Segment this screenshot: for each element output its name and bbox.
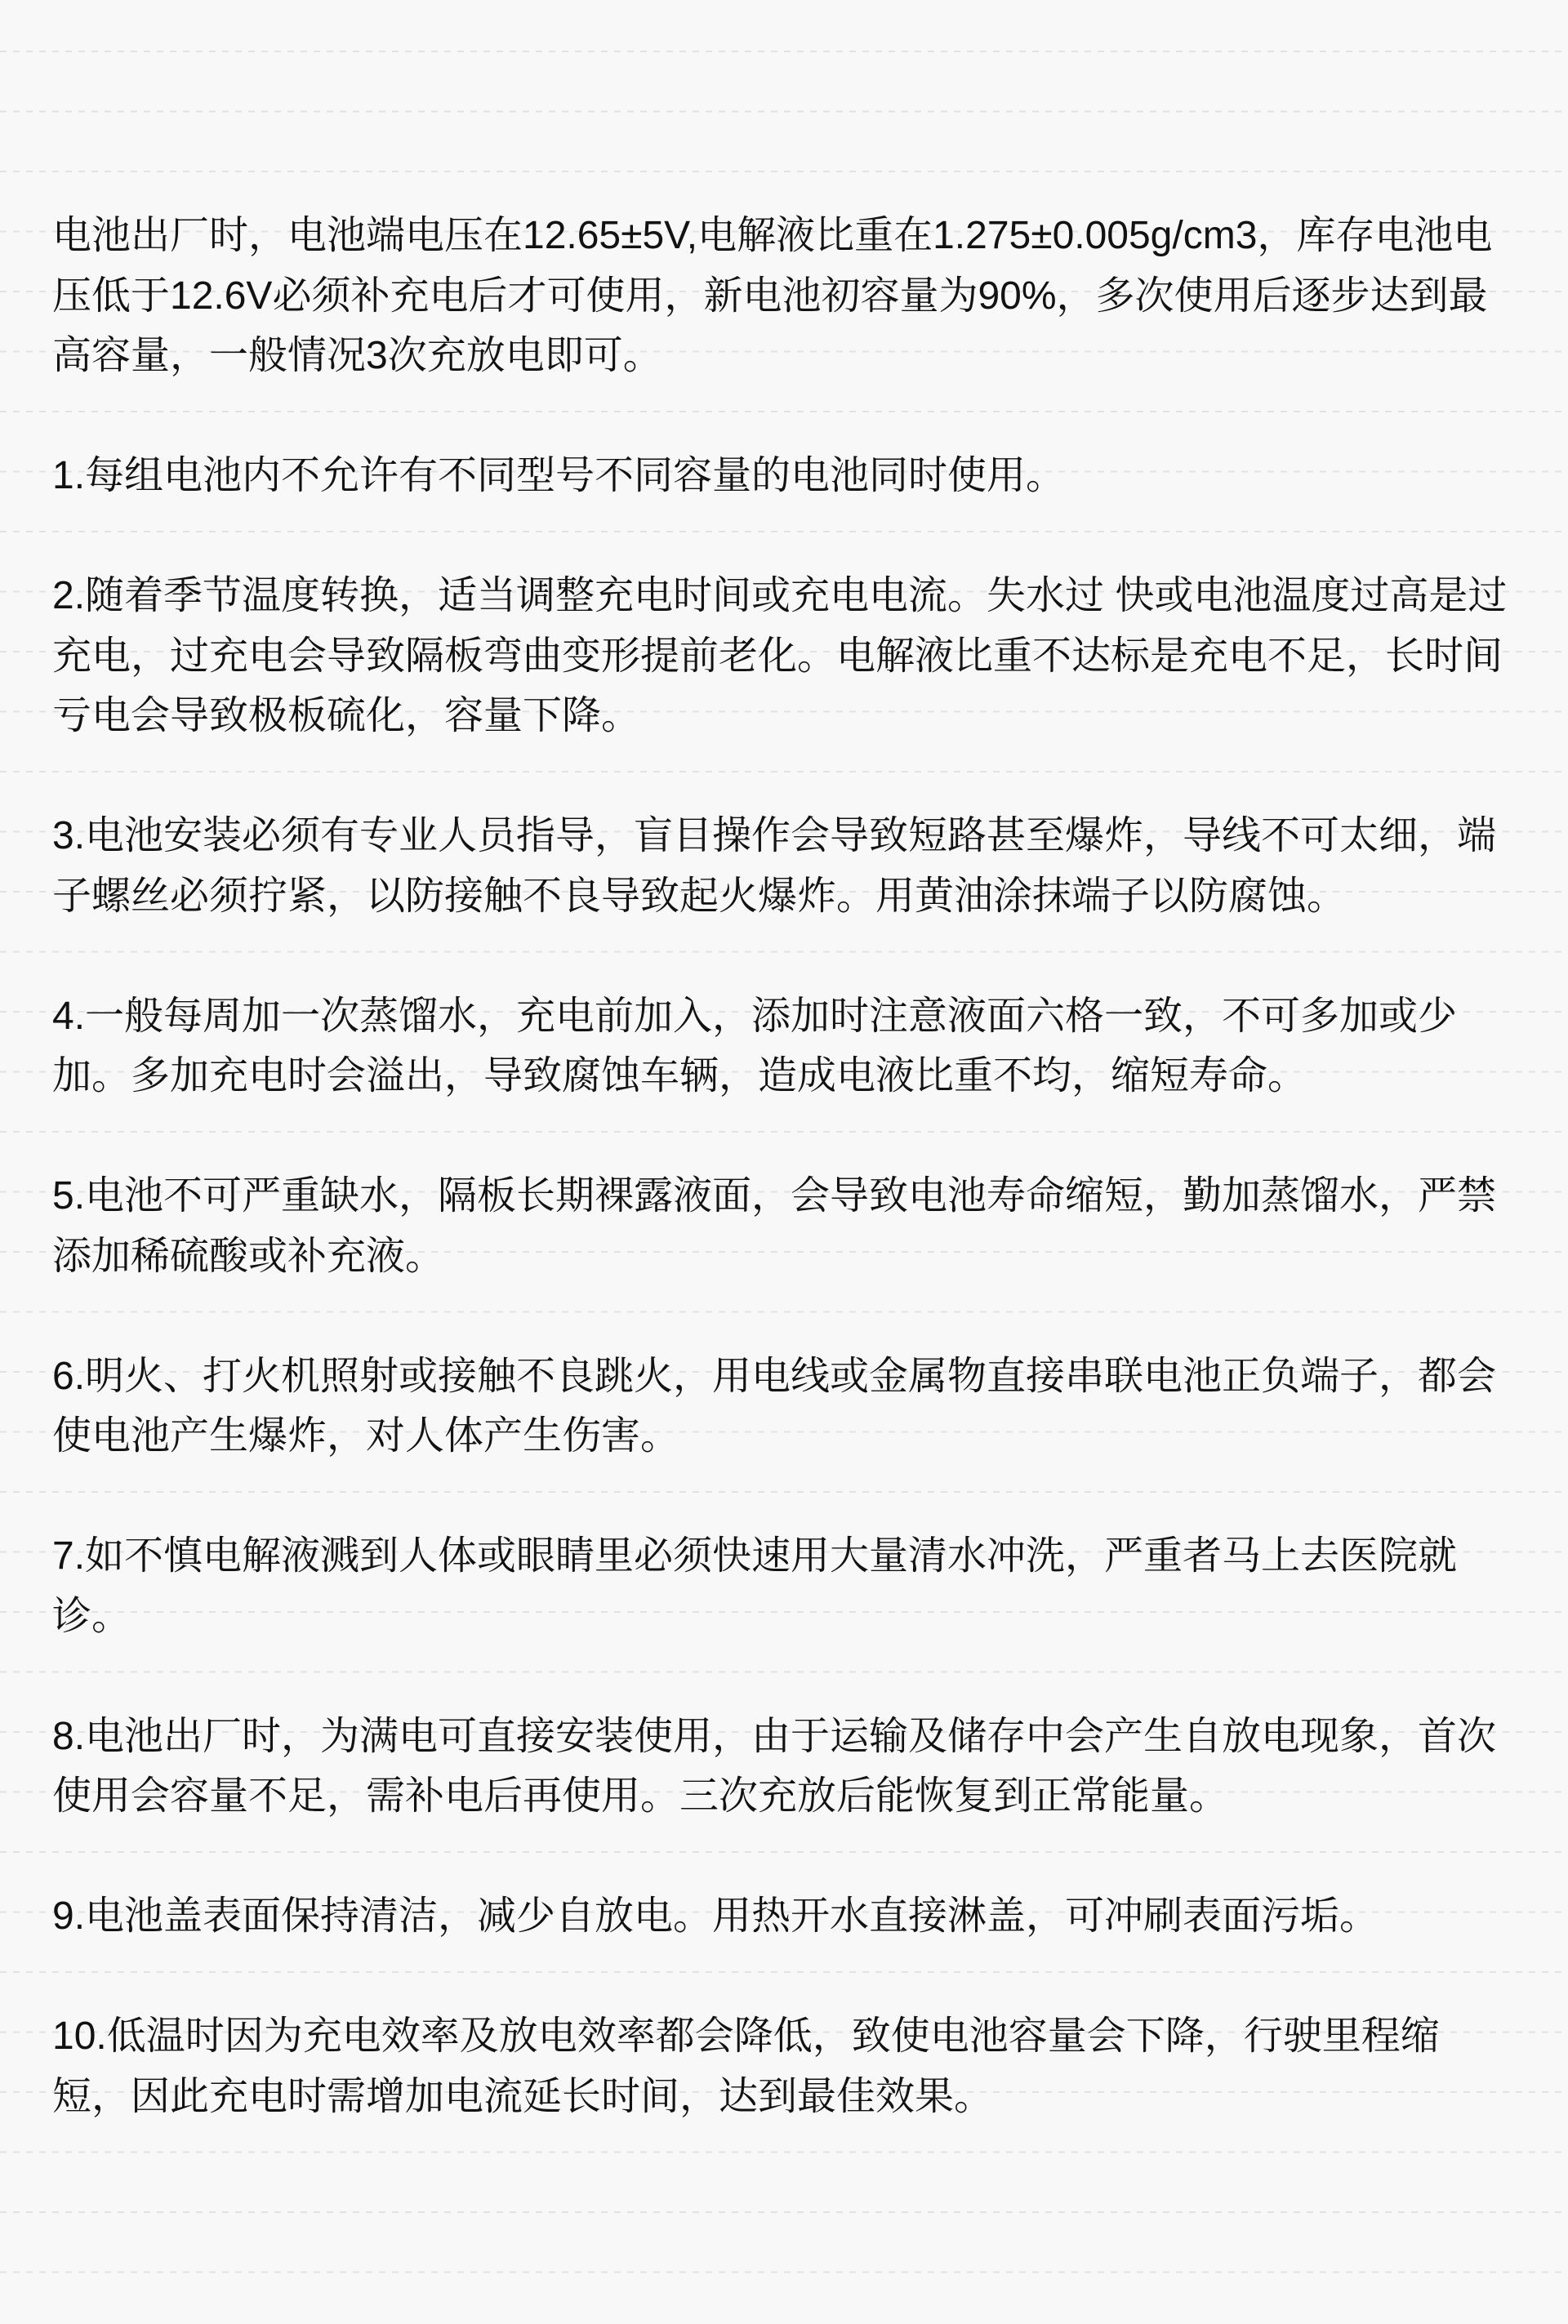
instruction-item-2: 2.随着季节温度转换，适当调整充电时间或充电电流。失水过 快或电池温度过高是过充电，过充电会导致隔板弯曲变形提前老化。电解液比重不达标是充电不足，长时间亏电会导致极板硫化，容量下降。 — [52, 574, 1508, 737]
instruction-item-10: 10.低温时因为充电效率及放电效率都会降低，致使电池容量会下降，行驶里程缩短，因此充电时需增加电流延长时间，达到最佳效果。 — [52, 2015, 1440, 2118]
instruction-item-7: 7.如不慎电解液溅到人体或眼睛里必须快速用大量清水冲洗，严重者马上去医院就诊。 — [52, 1534, 1458, 1638]
instruction-item-6: 6.明火、打火机照射或接触不良跳火，用电线或金属物直接串联电池正负端子，都会使电池产生爆炸，对人体产生伤害。 — [52, 1354, 1497, 1458]
instruction-item-3: 3.电池安装必须有专业人员指导，盲目操作会导致短路甚至爆炸，导线不可太细，端子螺丝必须拧紧，以防接触不良导致起火爆炸。用黄油涂抹端子以防腐蚀。 — [52, 814, 1497, 918]
intro-paragraph: 电池出厂时，电池端电压在12.65±5V,电解液比重在1.275±0.005g/cm3，库存电池电压低于12.6V必须补充电后才可使用，新电池初容量为90%，多次使用后逐步达到最高容量，一般情况3次充放电即可。 — [52, 214, 1493, 377]
instruction-item-1: 1.每组电池内不允许有不同型号不同容量的电池同时使用。 — [52, 454, 1066, 497]
instruction-item-9: 9.电池盖表面保持清洁，减少自放电。用热开水直接淋盖，可冲刷表面污垢。 — [52, 1894, 1379, 1938]
instruction-item-4: 4.一般每周加一次蒸馏水，充电前加入，添加时注意液面六格一致，不可多加或少加。多加充电时会溢出，导致腐蚀车辆，造成电液比重不均，缩短寿命。 — [52, 994, 1458, 1097]
instruction-item-5: 5.电池不可严重缺水，隔板长期裸露液面，会导致电池寿命缩短，勤加蒸馏水，严禁添加稀硫酸或补充液。 — [52, 1174, 1497, 1278]
instruction-item-8: 8.电池出厂时，为满电可直接安装使用，由于运输及储存中会产生自放电现象，首次使用会容量不足，需补电后再使用。三次充放后能恢复到正常能量。 — [52, 1714, 1497, 1818]
